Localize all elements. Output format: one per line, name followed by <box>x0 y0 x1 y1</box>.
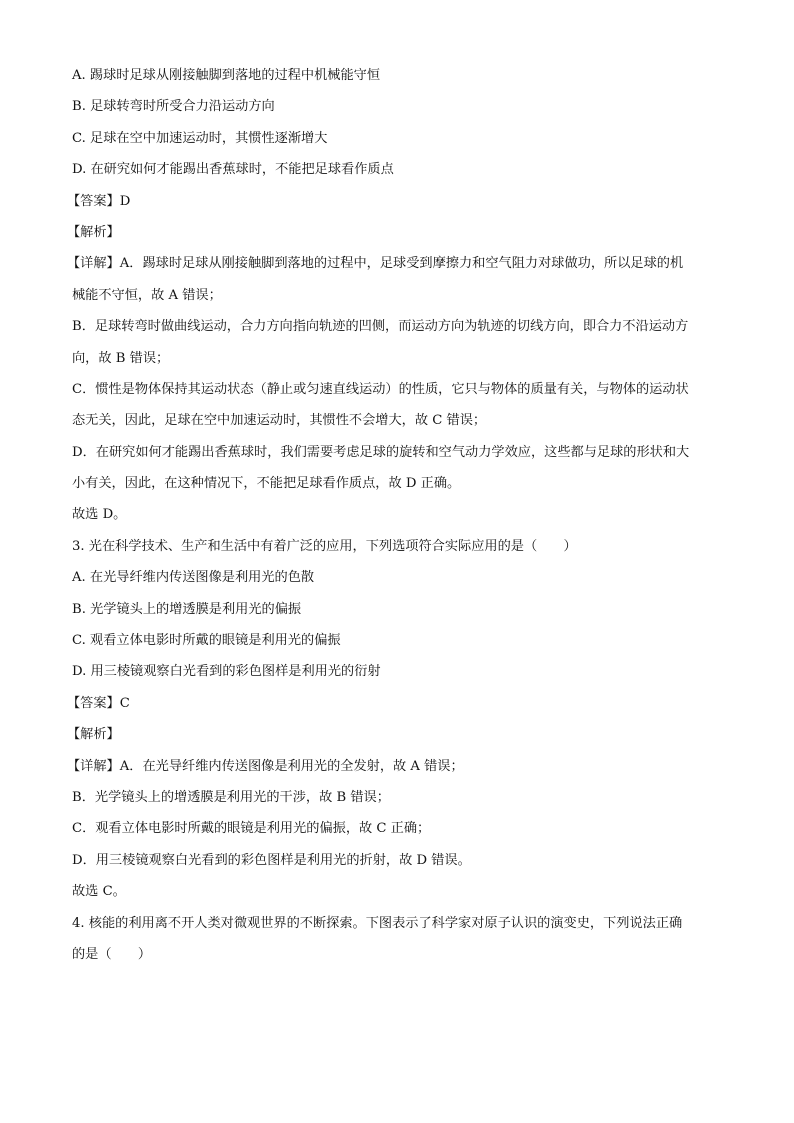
answer-q2: 【答案】D <box>67 193 131 209</box>
question-4-stem-cont: 的是（ ） <box>72 946 152 962</box>
detail-b-q2: B．足球转弯时做曲线运动，合力方向指向轨迹的凹侧，而运动方向为轨迹的切线方向，即合力不沿运动方 <box>72 319 689 335</box>
detail-d-q3: D．用三棱镜观察白光看到的彩色图样是利用光的折射，故 D 错误。 <box>72 852 471 868</box>
detail-a-q3: 【详解】A．在光导纤维内传送图像是利用光的全发射，故 A 错误； <box>67 758 464 774</box>
option-b-q2: B. 足球转弯时所受合力沿运动方向 <box>72 99 275 115</box>
option-d-q2: D. 在研究如何才能踢出香蕉球时，不能把足球看作质点 <box>72 162 394 178</box>
option-a-q2: A. 踢球时足球从刚接触脚到落地的过程中机械能守恒 <box>72 68 381 83</box>
detail-c-q3: C．观看立体电影时所戴的眼镜是利用光的偏振，故 C 正确； <box>72 821 431 837</box>
option-d-q3: D. 用三棱镜观察白光看到的彩色图样是利用光的衍射 <box>72 664 381 680</box>
detail-b-q3: B．光学镜头上的增透膜是利用光的干涉，故 B 错误； <box>72 789 390 805</box>
option-c-q3: C. 观看立体电影时所戴的眼镜是利用光的偏振 <box>72 633 341 649</box>
answer-q3: 【答案】C <box>67 695 130 711</box>
detail-a-q2-cont: 械能不守恒，故 A 错误； <box>72 287 222 303</box>
option-a-q3: A. 在光导纤维内传送图像是利用光的色散 <box>72 570 315 586</box>
analysis-heading-q3: 【解析】 <box>67 727 120 743</box>
option-c-q2: C. 足球在空中加速运动时，其惯性逐渐增大 <box>72 130 328 146</box>
page-content <box>67 60 727 970</box>
detail-b-q2-cont: 向，故 B 错误； <box>72 350 170 366</box>
question-4-stem: 4. 核能的利用离不开人类对微观世界的不断探索。下图表示了科学家对原子认识的演变史，下列说法正确 <box>72 915 683 931</box>
option-b-q3: B. 光学镜头上的增透膜是利用光的偏振 <box>72 601 302 617</box>
conclusion-q2: 故选 D。 <box>72 507 127 523</box>
analysis-heading-q2: 【解析】 <box>67 224 120 240</box>
detail-c-q2-cont: 态无关，因此，足球在空中加速运动时，其惯性不会增大，故 C 错误； <box>72 413 487 429</box>
detail-c-q2: C．惯性是物体保持其运动状态（静止或匀速直线运动）的性质，它只与物体的质量有关，与物体的运动状 <box>72 381 689 397</box>
detail-a-q2: 【详解】A．踢球时足球从刚接触脚到落地的过程中，足球受到摩擦力和空气阻力对球做功，所以足球的机 <box>67 256 684 272</box>
detail-d-q2: D．在研究如何才能踢出香蕉球时，我们需要考虑足球的旋转和空气动力学效应，这些都与足球的形状和大 <box>72 444 690 460</box>
question-3-stem: 3. 光在科学技术、生产和生活中有着广泛的应用，下列选项符合实际应用的是（ ） <box>72 538 577 554</box>
detail-d-q2-cont: 小有关，因此，在这种情况下，不能把足球看作质点，故 D 正确。 <box>72 476 461 492</box>
conclusion-q3: 故选 C。 <box>72 884 126 900</box>
